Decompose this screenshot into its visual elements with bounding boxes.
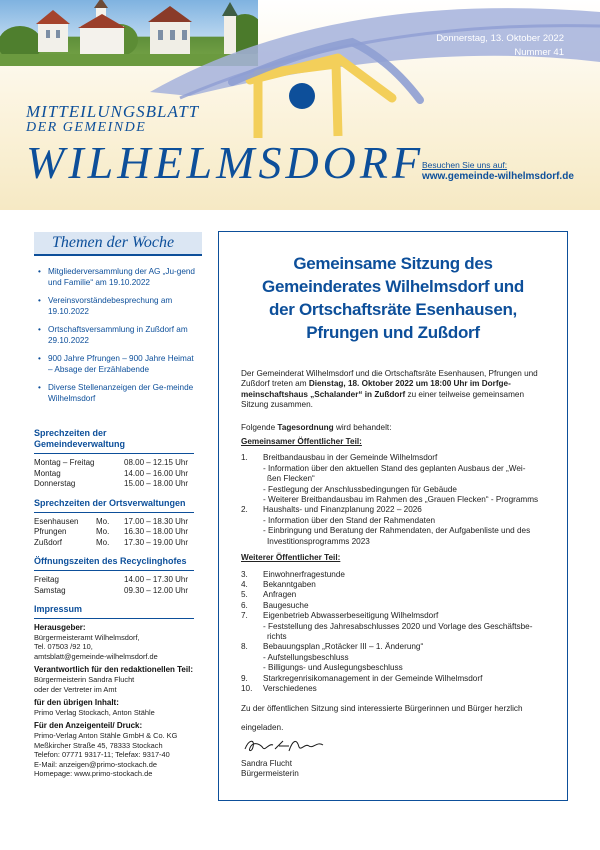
impressum-line: Telefon: 07771 9317-11; Telefax: 9317-40: [34, 750, 170, 760]
closing-text: Zu der öffentlichen Sitzung sind interessierte Bürgerinnen und Bürger herzlich: [241, 704, 523, 714]
bullet-icon: •: [38, 354, 41, 363]
impressum-heading: Verantwortlich für den redaktionellen Teil:: [34, 665, 193, 675]
agenda-subitem: richts: [267, 631, 287, 641]
article-intro: Der Gemeinderat Wilhelmsdorf und die Ortschaftsräte Esenhausen, Pfrungen und Zußdorf treten am Dienstag, 18. Oktober 2022 um 18:00 Uhr im Dorfge-meinschaftshaus „Schalander“ in Zußdorf zu einer teilweise gemeinsamen Sitzung zusammen.: [241, 369, 538, 410]
table-row: Esenhausen Mo. 17.00 – 18.30 Uhr: [34, 516, 189, 526]
table-row: Pfrungen Mo. 16.30 – 18.00 Uhr: [34, 527, 189, 536]
impressum-line: Bürgermeisterin Sandra Flucht: [34, 675, 135, 685]
table-row: Montag – Freitag 08.00 – 12.15 Uhr: [34, 458, 189, 467]
table-row: Samstag 09.30 – 12.00 Uhr: [34, 585, 189, 595]
table-row: Zußdorf Mo. 17.30 – 19.00 Uhr: [34, 537, 189, 547]
table-row: Freitag 14.00 – 17.30 Uhr: [34, 575, 189, 584]
agenda-item: 9. Starkregenrisikomanagement in der Gemeinde Wilhelmsdorf: [241, 673, 483, 683]
agenda-item: 6. Baugesuche: [241, 600, 309, 610]
bullet-icon: •: [38, 383, 41, 392]
agenda-item: 7. Eigenbetrieb Abwasserbeseitigung Wilhelmsdorf: [241, 611, 439, 621]
agenda-subitem: - Information über den Stand der Rahmendaten: [263, 515, 436, 525]
bullet-icon: •: [38, 296, 41, 305]
section-title: Öffnungszeiten des Recyclinghofes: [34, 556, 187, 566]
agenda-item: 1. Breitbandausbau in der Gemeinde Wilhelmsdorf: [241, 453, 438, 463]
divider: [34, 570, 194, 571]
agenda-item: 4. Bekanntgaben: [241, 579, 316, 589]
agenda-item: 2. Haushalts- und Finanzplanung 2022 – 2026: [241, 505, 422, 515]
impressum-email[interactable]: amtsblatt@gemeinde-wilhelmsdorf.de: [34, 651, 158, 661]
article-body: [241, 369, 547, 779]
list-item: • Mitgliederversammlung der AG „Ju-gend und Familie“ am 19.10.2022: [38, 267, 195, 287]
masthead-header: [0, 0, 600, 210]
impressum-email[interactable]: E-Mail: anzeigen@primo-stockach.de: [34, 759, 157, 769]
themen-list: [38, 266, 214, 404]
list-item: • Ortschaftsversammlung in Zußdorf am 29.10.2022: [38, 325, 188, 345]
masthead-line2: DER GEMEINDE: [26, 120, 147, 135]
agenda-subitem: ßen Flecken“: [267, 474, 315, 484]
article-box: [218, 231, 568, 801]
agenda-item: 3. Einwohnerfragestunde: [241, 569, 345, 579]
sidebar-column: [34, 232, 214, 778]
agenda-subitem: Investitionsprogramms 2023: [267, 536, 370, 546]
public-part-heading: Gemeinsamer Öffentlicher Teil:: [241, 437, 362, 447]
issue-number: Nummer 41: [514, 47, 564, 58]
agenda-item: 5. Anfragen: [241, 590, 297, 600]
issue-date: Donnerstag, 13. Oktober 2022: [436, 33, 564, 44]
impressum-line: Bürgermeisteramt Wilhelmsdorf,: [34, 633, 140, 642]
impressum-line: Primo-Verlag Anton Stähle GmbH & Co. KG: [34, 731, 178, 741]
agenda-subitem: - Einbringung und Beratung der Rahmendaten, der Aufgabenliste und des: [263, 526, 531, 536]
section-title: Sprechzeiten der Gemeindeverwaltung: [34, 428, 126, 449]
agenda-subitem: - Weiterer Breitbandausbau im Rahmen des „Grauen Flecken“ - Programms: [263, 495, 539, 505]
article-title: Gemeinsame Sitzung des Gemeinderates Wilhelmsdorf und der Ortschaftsräte Esenhausen, Pfrungen und Zußdorf: [262, 254, 524, 342]
agenda-subitem: - Information über den aktuellen Stand des geplanten Ausbaus der „Wei-: [263, 463, 526, 473]
agenda-subitem: - Aufstellungsbeschluss: [263, 652, 349, 662]
agenda-subitem: - Billigungs- und Auslegungsbeschluss: [263, 663, 403, 673]
table-row: Montag 14.00 – 16.00 Uhr: [34, 468, 189, 478]
bullet-icon: •: [38, 325, 41, 334]
website-link[interactable]: www.gemeinde-wilhelmsdorf.de: [422, 171, 574, 182]
signer-name: Sandra Flucht: [241, 758, 292, 768]
impressum-heading: Herausgeber:: [34, 623, 86, 632]
list-item: • Diverse Stellenanzeigen der Ge-meinde Wilhelmsdorf: [38, 383, 194, 403]
agenda-subitem: - Feststellung des Jahresabschlusses 2020 und Vorlage des Geschäftsbe-: [263, 621, 533, 631]
impressum-line: Tel. 07503 /92 10,: [34, 642, 93, 652]
impressum-heading: für den übrigen Inhalt:: [34, 698, 119, 708]
impressum-line: Primo Verlag Stockach, Anton Stähle: [34, 708, 155, 718]
impressum-heading: Für den Anzeigenteil/ Druck:: [34, 721, 143, 731]
further-part-heading: Weiterer Öffentlicher Teil:: [241, 553, 341, 563]
impressum-homepage[interactable]: Homepage: www.primo-stockach.de: [34, 769, 153, 779]
divider: [34, 453, 194, 454]
bullet-icon: •: [38, 267, 41, 276]
masthead-title: WILHELMSDORF: [26, 137, 425, 188]
impressum-line: Meßkircher Straße 45, 78333 Stockach: [34, 740, 163, 750]
signature-icon: [243, 737, 333, 755]
section-title: Sprechzeiten der Ortsverwaltungen: [34, 497, 186, 508]
signer-role: Bürgermeisterin: [241, 769, 299, 778]
agenda-subitem: - Festlegung der Anschlussbedingungen für Gebäude: [263, 484, 457, 494]
list-item: • Vereinsvorständebesprechung am 19.10.2022: [38, 296, 173, 316]
themen-title: Themen der Woche: [52, 234, 175, 251]
divider: [34, 512, 194, 513]
impressum-title: Impressum: [34, 604, 83, 614]
divider: [34, 618, 194, 619]
agenda-item: 10. Verschiedenes: [241, 683, 317, 693]
impressum-line: oder der Vertreter im Amt: [34, 684, 117, 694]
list-item: • 900 Jahre Pfrungen – 900 Jahre Heimat – Absage der Erzählabende: [38, 354, 194, 374]
agenda-intro: Folgende Tagesordnung wird behandelt:: [241, 422, 392, 432]
visit-label: Besuchen Sie uns auf:: [422, 160, 508, 170]
issue-info: [436, 32, 564, 60]
closing-text: eingeladen.: [241, 722, 284, 732]
themen-header: [34, 232, 202, 256]
masthead-line1: MITTEILUNGSBLATT: [26, 102, 200, 121]
table-row: Donnerstag 15.00 – 18.00 Uhr: [34, 479, 189, 488]
agenda-item: 8. Bebauungsplan „Rotäcker III – 1. Änderung“: [241, 642, 424, 652]
